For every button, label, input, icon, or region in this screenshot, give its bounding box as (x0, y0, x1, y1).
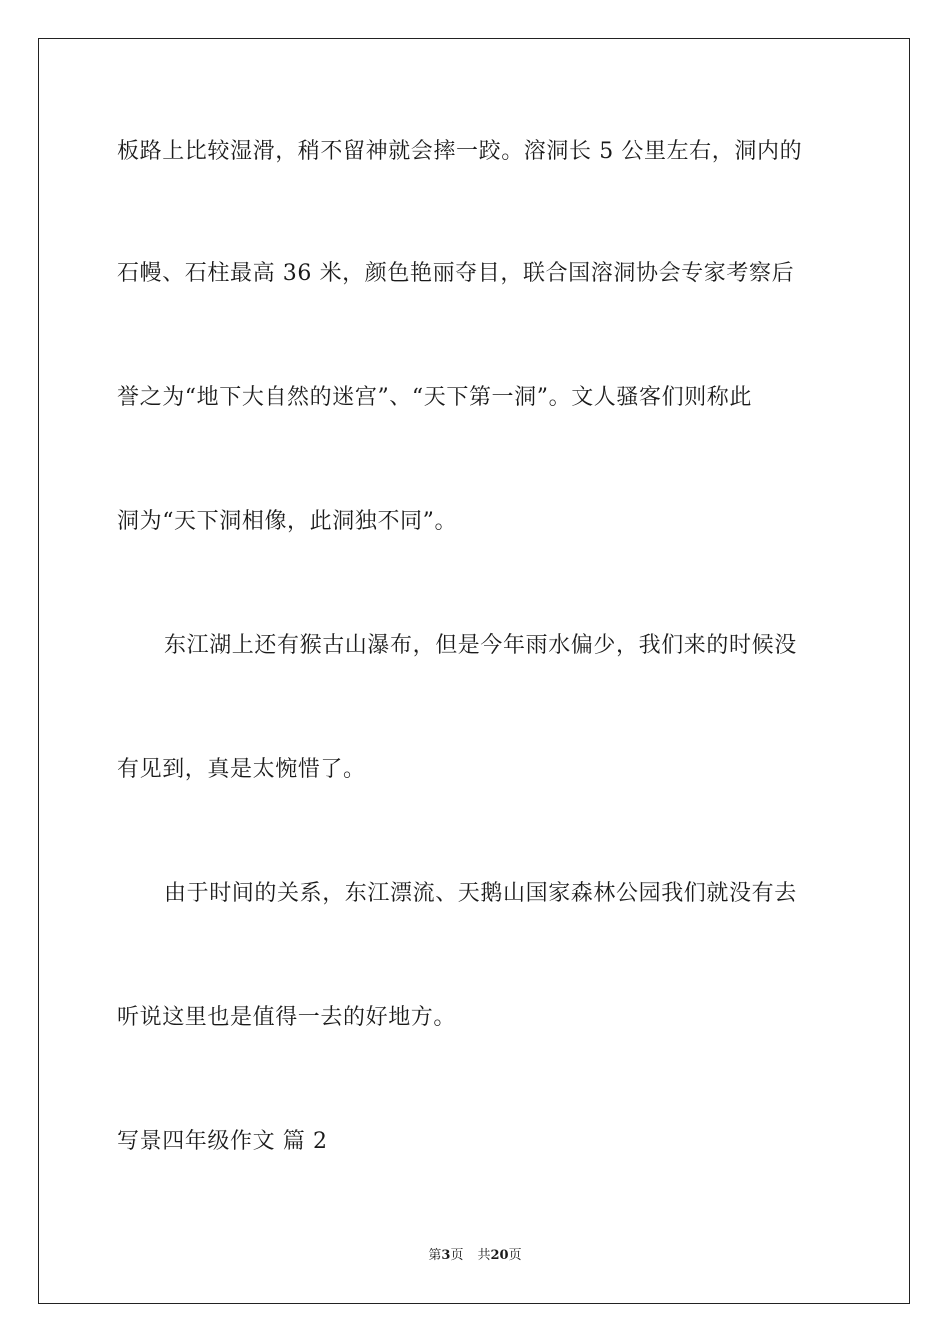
paragraph-line: 板路上比较湿滑，稍不留神就会摔一跤。溶洞长 5 公里左右，洞内的 (117, 139, 803, 164)
paragraph-line: 石幔、石柱最高 36 米，颜色艳丽夺目，联合国溶洞协会专家考察后 (117, 261, 795, 286)
page-label-prefix: 第 (428, 1248, 442, 1263)
paragraph-line: 听说这里也是值得一去的好地方。 (117, 1005, 457, 1030)
paragraph-line: 有见到，真是太惋惜了。 (117, 757, 366, 782)
page-number: 3 (441, 1248, 451, 1263)
total-label-suffix: 页 (508, 1248, 522, 1263)
page-label-suffix: 页 (450, 1248, 464, 1263)
paragraph-line: 由于时间的关系，东江漂流、天鹅山国家森林公园我们就没有去 (164, 881, 797, 906)
paragraph-line: 东江湖上还有猴古山瀑布，但是今年雨水偏少，我们来的时候没 (164, 633, 797, 658)
page-footer (0, 1247, 950, 1265)
total-label-prefix: 共 (477, 1248, 491, 1263)
total-pages: 20 (490, 1248, 509, 1263)
page-border (38, 38, 910, 1304)
paragraph-line: 洞为“天下洞相像，此洞独不同”。 (117, 509, 458, 534)
paragraph-line: 誉之为“地下大自然的迷宫”、“天下第一洞”。文人骚客们则称此 (117, 385, 752, 410)
section-heading: 写景四年级作文 篇 2 (117, 1129, 328, 1154)
